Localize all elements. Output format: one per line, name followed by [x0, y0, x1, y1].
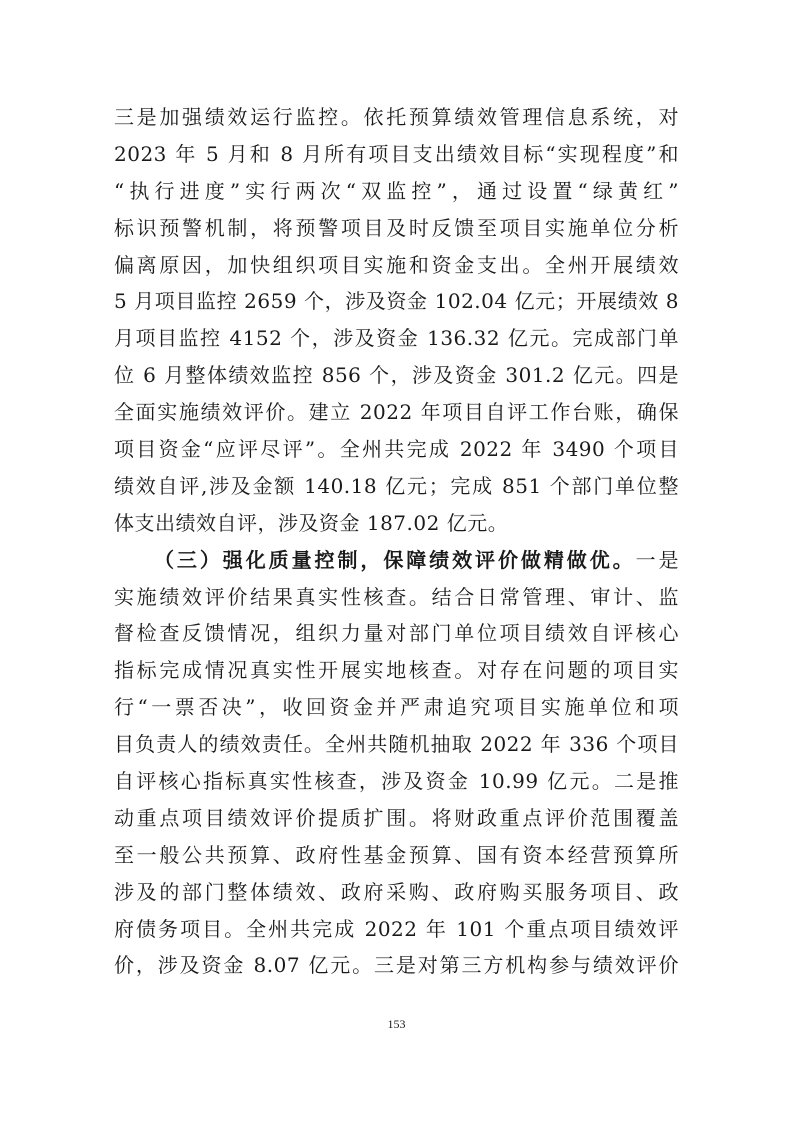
text-line: 动重点项目绩效评价提质扩围。将财政重点评价范围覆盖: [114, 805, 679, 830]
text-line: 三是加强绩效运行监控。依托预算绩效管理信息系统，对: [114, 105, 679, 129]
section-heading: （三）强化质量控制，保障绩效评价做精做优。: [154, 547, 636, 572]
text-line: “执行进度”实行两次“双监控”，通过设置“绿黄红”: [114, 178, 679, 203]
text-line: 价，涉及资金 8.07 亿元。三是对第三方机构参与绩效评价: [114, 953, 679, 978]
text-line: 体支出绩效自评，涉及资金 187.02 亿元。: [114, 510, 509, 535]
text-line: 目负责人的绩效责任。全州共随机抽取 2022 年 336 个项目: [114, 732, 679, 757]
text-line: 实施绩效评价结果真实性核查。结合日常管理、审计、监: [114, 584, 679, 609]
text-line: 自评核心指标真实性核查，涉及资金 10.99 亿元。二是推: [114, 769, 679, 794]
text-line: 项目资金“应评尽评”。全州共完成 2022 年 3490 个项目: [114, 437, 679, 462]
text-line: 府债务项目。全州共完成 2022 年 101 个重点项目绩效评: [114, 916, 679, 941]
heading-line: [114, 542, 679, 579]
text-line: 月项目监控 4152 个，涉及资金 136.32 亿元。完成部门单: [114, 326, 679, 351]
text-line: 标识预警机制，将预警项目及时反馈至项目实施单位分析: [114, 215, 679, 240]
text-line: 偏离原因，加快组织项目实施和资金支出。全州开展绩效: [114, 252, 679, 277]
page-number: 153: [387, 1017, 406, 1031]
text-line: 绩效自评,涉及金额 140.18 亿元；完成 851 个部门单位整: [114, 473, 679, 498]
heading-line-rest: 一是: [635, 547, 680, 572]
text-line: 至一般公共预算、政府性基金预算、国有资本经营预算所: [114, 842, 679, 867]
text-line: 涉及的部门整体绩效、政府采购、政府购买服务项目、政: [114, 879, 679, 904]
text-line: 行“一票否决”，收回资金并严肃追究项目实施单位和项: [114, 695, 679, 720]
paragraph-2: [114, 542, 679, 985]
paragraph-1: [114, 99, 679, 542]
text-line: 全面实施绩效评价。建立 2022 年项目自评工作台账，确保: [114, 400, 679, 425]
text-line: 5 月项目监控 2659 个，涉及资金 102.04 亿元；开展绩效 8: [114, 289, 679, 314]
text-line: 2023 年 5 月和 8 月所有项目支出绩效目标“实现程度”和: [114, 141, 679, 166]
text-line: 指标完成情况真实性开展实地核查。对存在问题的项目实: [114, 658, 679, 683]
text-line: 位 6 月整体绩效监控 856 个，涉及资金 301.2 亿元。四是: [114, 363, 679, 388]
document-body: [114, 99, 679, 984]
text-line: 督检查反馈情况，组织力量对部门单位项目绩效自评核心: [114, 621, 679, 646]
